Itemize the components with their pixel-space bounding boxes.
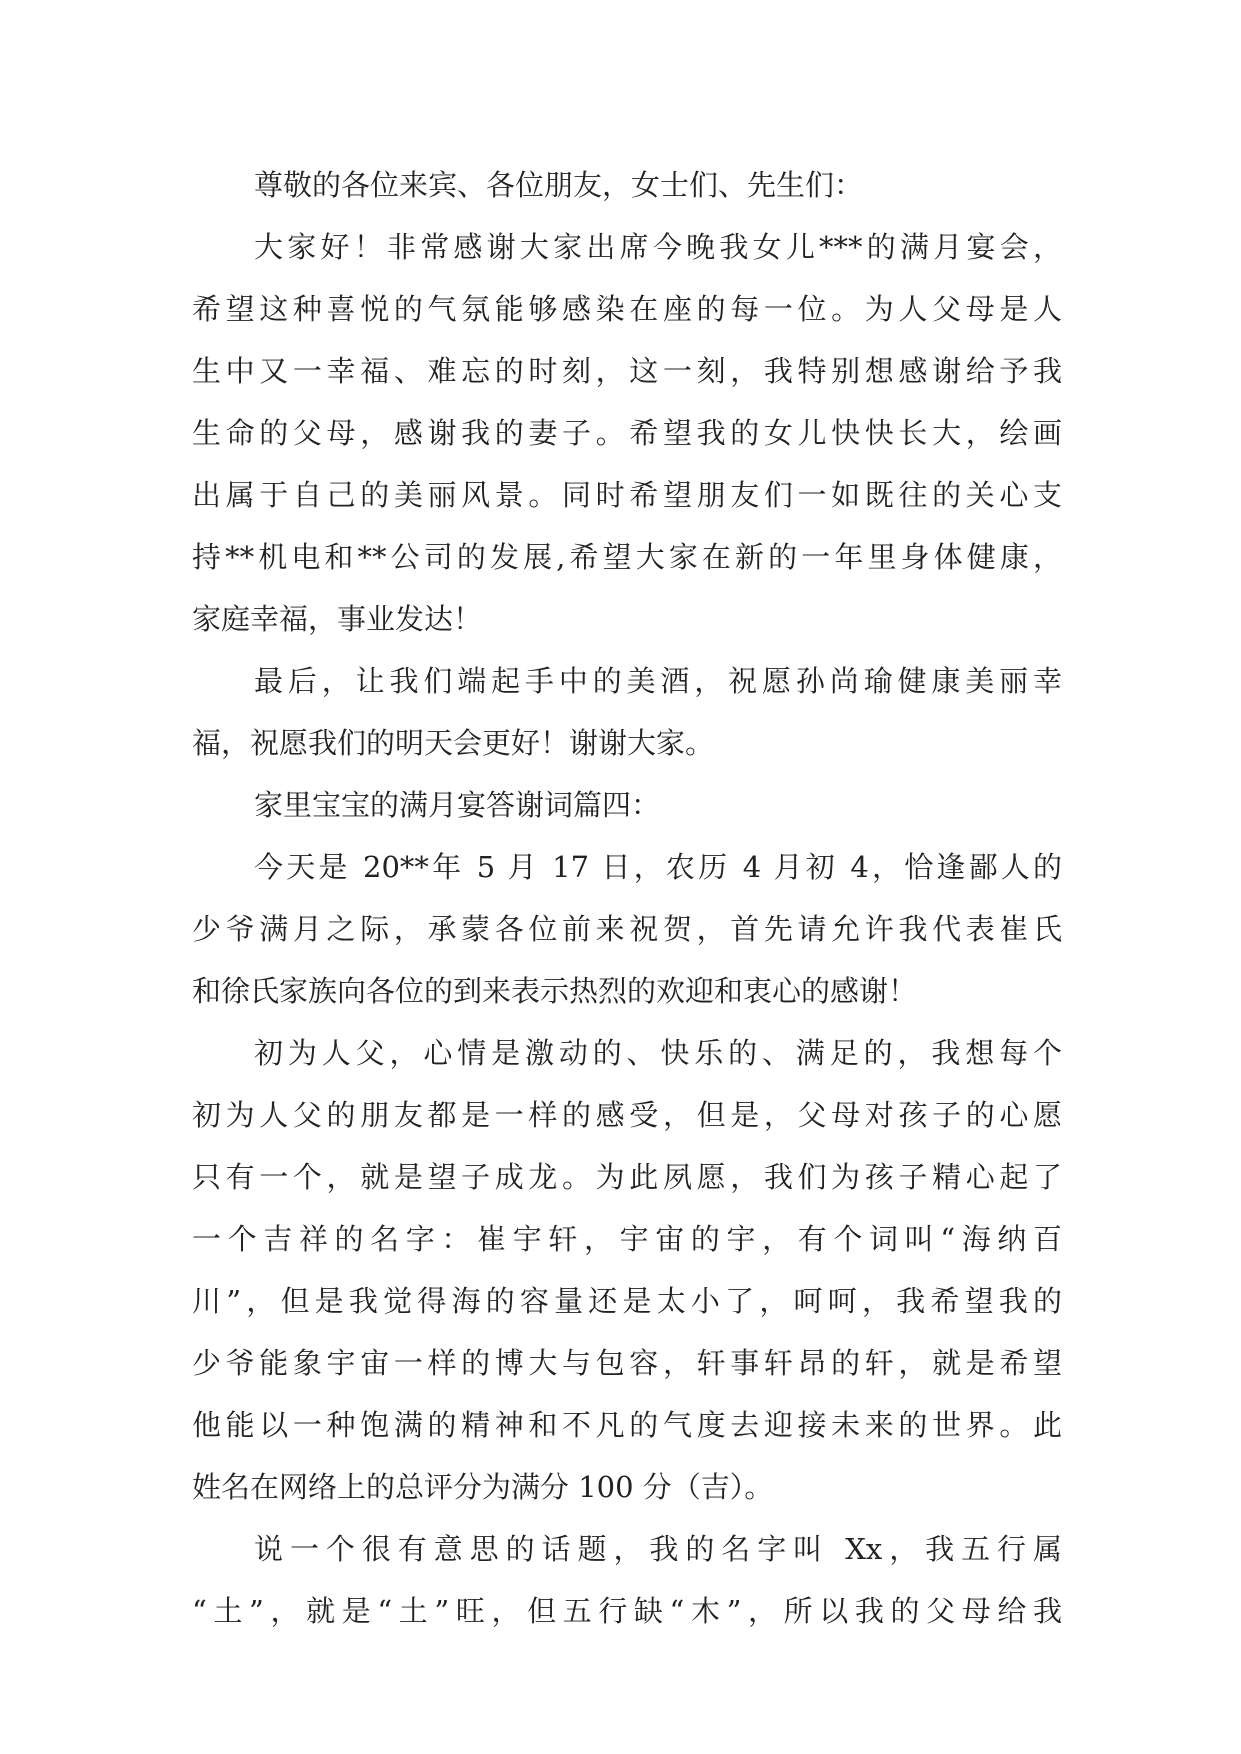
text-line: 出属于自己的美丽风景。同时希望朋友们一如既往的关心支 [192,478,1062,512]
text-line: 他能以一种饱满的精神和不凡的气度去迎接未来的世界。此 [192,1408,1062,1442]
document-body [192,154,1062,1642]
text-line: 生命的父母，感谢我的妻子。希望我的女儿快快长大，绘画 [192,416,1062,450]
text-line: 初为人父的朋友都是一样的感受，但是，父母对孩子的心愿 [192,1098,1062,1132]
text-line: 和徐氏家族向各位的到来表示热烈的欢迎和衷心的感谢！ [192,974,918,1008]
text-line: 少爷满月之际，承蒙各位前来祝贺，首先请允许我代表崔氏 [192,912,1062,946]
text-line: 大家好！非常感谢大家出席今晚我女儿***的满月宴会， [254,230,1062,264]
text-line: 希望这种喜悦的气氛能够感染在座的每一位。为人父母是人 [192,292,1062,326]
text-line: 尊敬的各位来宾、各位朋友，女士们、先生们： [254,168,864,202]
text-line: 说一个很有意思的话题，我的名字叫 Xx，我五行属 [254,1532,1062,1566]
text-line: 川”，但是我觉得海的容量还是太小了，呵呵，我希望我的 [192,1284,1062,1318]
text-line: 家里宝宝的满月宴答谢词篇四： [254,788,661,822]
text-line: 只有一个，就是望子成龙。为此夙愿，我们为孩子精心起了 [192,1160,1062,1194]
text-line: 初为人父，心情是激动的、快乐的、满足的，我想每个 [254,1036,1062,1070]
text-line: 最后，让我们端起手中的美酒，祝愿孙尚瑜健康美丽幸 [254,664,1062,698]
text-line: 福，祝愿我们的明天会更好！谢谢大家。 [192,726,715,760]
text-line: 一个吉祥的名字：崔宇轩，宇宙的宇，有个词叫“海纳百 [192,1222,1062,1256]
text-line: “土”，就是“土”旺，但五行缺“木”，所以我的父母给我 [192,1594,1062,1628]
text-line: 姓名在网络上的总评分为满分 100 分（吉）。 [192,1470,774,1504]
text-line: 生中又一幸福、难忘的时刻，这一刻，我特别想感谢给予我 [192,354,1062,388]
text-line: 家庭幸福，事业发达！ [192,602,483,636]
text-line: 今天是 20**年 5 月 17 日，农历 4 月初 4，恰逢鄙人的 [254,850,1062,884]
text-line: 持**机电和**公司的发展,希望大家在新的一年里身体健康， [192,540,1062,574]
text-line: 少爷能象宇宙一样的博大与包容，轩事轩昂的轩，就是希望 [192,1346,1062,1380]
